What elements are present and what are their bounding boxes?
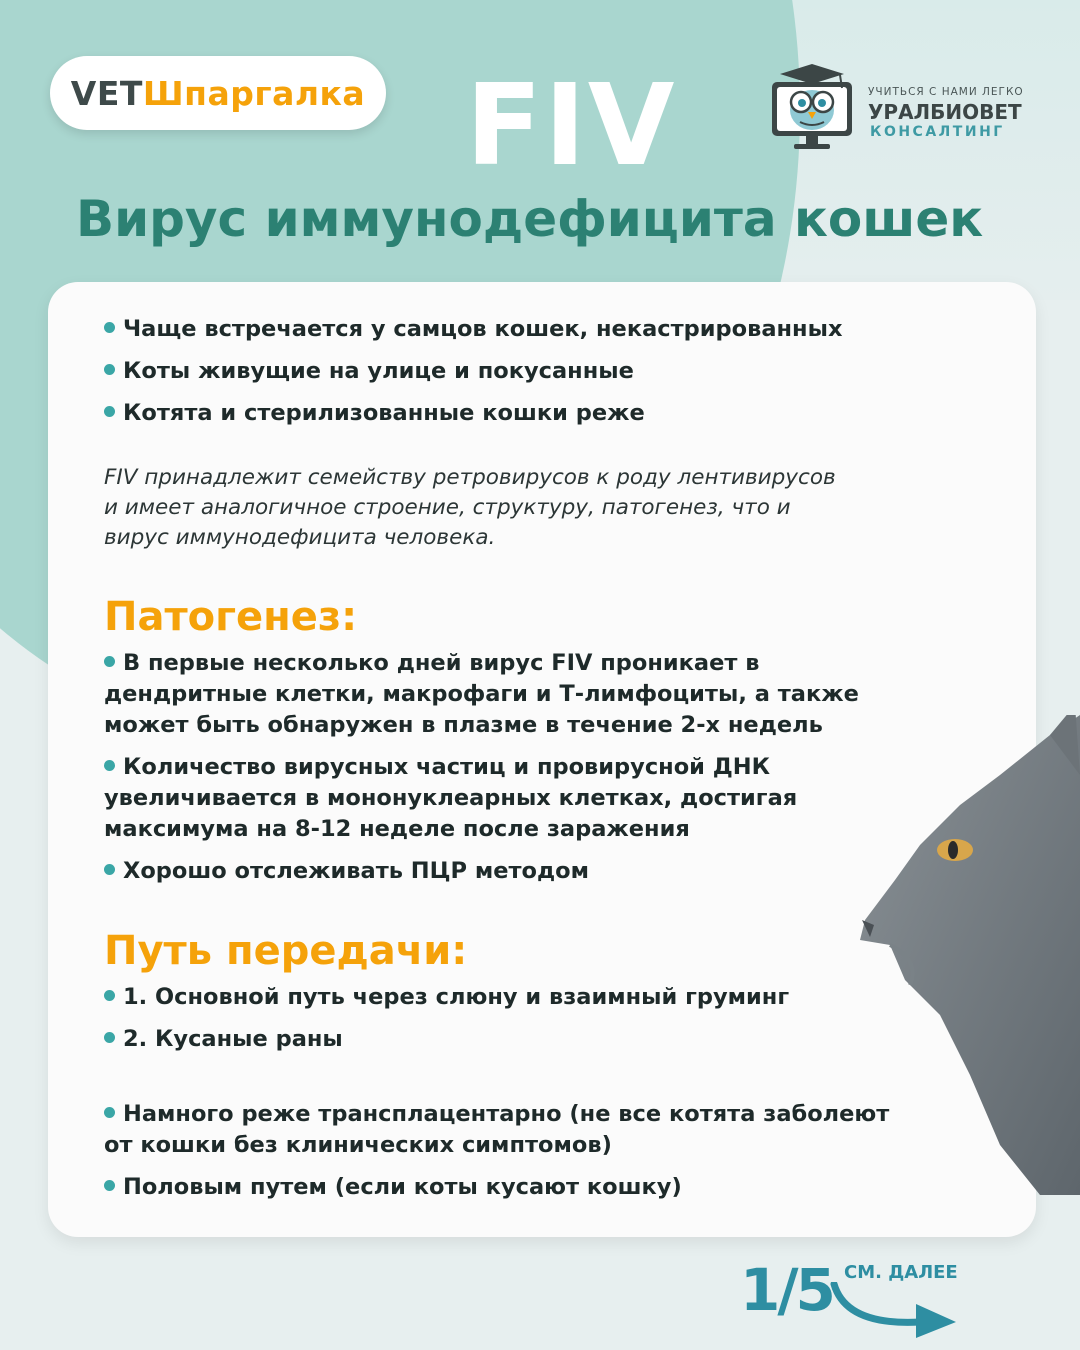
list-item: Половым путем (если коты кусают кошку): [104, 1172, 889, 1203]
bullet-dot-icon: [104, 990, 115, 1001]
list-item: Количество вирусных частиц и провирусной ДНК увеличивается в мононуклеарных клетках, достигая максимума на 8-12 неделе после заражения: [104, 754, 798, 842]
list-item: Чаще встречается у самцов кошек, некастрированных: [104, 314, 842, 345]
bullet-dot-icon: [104, 406, 115, 417]
badge-part-1: VET: [70, 73, 143, 113]
logo-tagline: УЧИТЬСЯ С НАМИ ЛЕГКО: [868, 86, 1024, 98]
list-item: Намного реже трансплацентарно (не все котята заболеют от кошки без клинических симптомов): [104, 1101, 890, 1158]
bullet-dot-icon: [104, 1032, 115, 1043]
list-item: Котята и стерилизованные кошки реже: [104, 398, 842, 429]
logo-name: УРАЛБИОВЕТ: [868, 100, 1022, 124]
page-title: Вирус иммунодефицита кошек: [76, 190, 984, 248]
brand-logo: [770, 62, 1030, 154]
bullet-dot-icon: [104, 364, 115, 375]
bullet-dot-icon: [104, 1107, 115, 1118]
arrow-right-icon[interactable]: [828, 1282, 958, 1338]
intro-paragraph: FIV принадлежит семейству ретровирусов к роду лентивирусов и имеет аналогичное строение, структуру, патогенез, что и вирус иммунодефицита человека.: [104, 465, 836, 550]
bullet-dot-icon: [104, 656, 115, 667]
bullet-dot-icon: [104, 760, 115, 771]
pathogenesis-section: [104, 594, 859, 898]
intro-bullets: [104, 314, 842, 440]
list-item: Коты живущие на улице и покусанные: [104, 356, 842, 387]
logo-subtitle: КОНСАЛТИНГ: [870, 124, 1005, 140]
see-more-label[interactable]: СМ. ДАЛЕЕ: [844, 1262, 958, 1283]
section-title-pathogenesis: Патогенез:: [104, 594, 358, 640]
list-item: В первые несколько дней вирус FIV проникает в дендритные клетки, макрофаги и Т-лимфоциты, а также может быть обнаружен в плазме в течение 2-х недель: [104, 650, 859, 738]
list-item: 2. Кусаные раны: [104, 1024, 889, 1055]
transmission-section: [104, 928, 889, 1214]
bullet-dot-icon: [104, 1180, 115, 1191]
hero-abbreviation: FIV: [465, 61, 677, 191]
page-number: 1/5: [740, 1256, 833, 1324]
bullet-dot-icon: [104, 322, 115, 333]
pagination-footer[interactable]: [740, 1258, 980, 1338]
vet-cheatsheet-badge: [50, 56, 386, 130]
badge-part-2: Шпаргалка: [142, 73, 366, 113]
list-item: 1. Основной путь через слюну и взаимный груминг: [104, 982, 889, 1013]
section-title-transmission: Путь передачи:: [104, 928, 468, 974]
list-item: Хорошо отслеживать ПЦР методом: [104, 856, 859, 887]
bullet-dot-icon: [104, 864, 115, 875]
owl-monitor-icon: [770, 62, 854, 152]
